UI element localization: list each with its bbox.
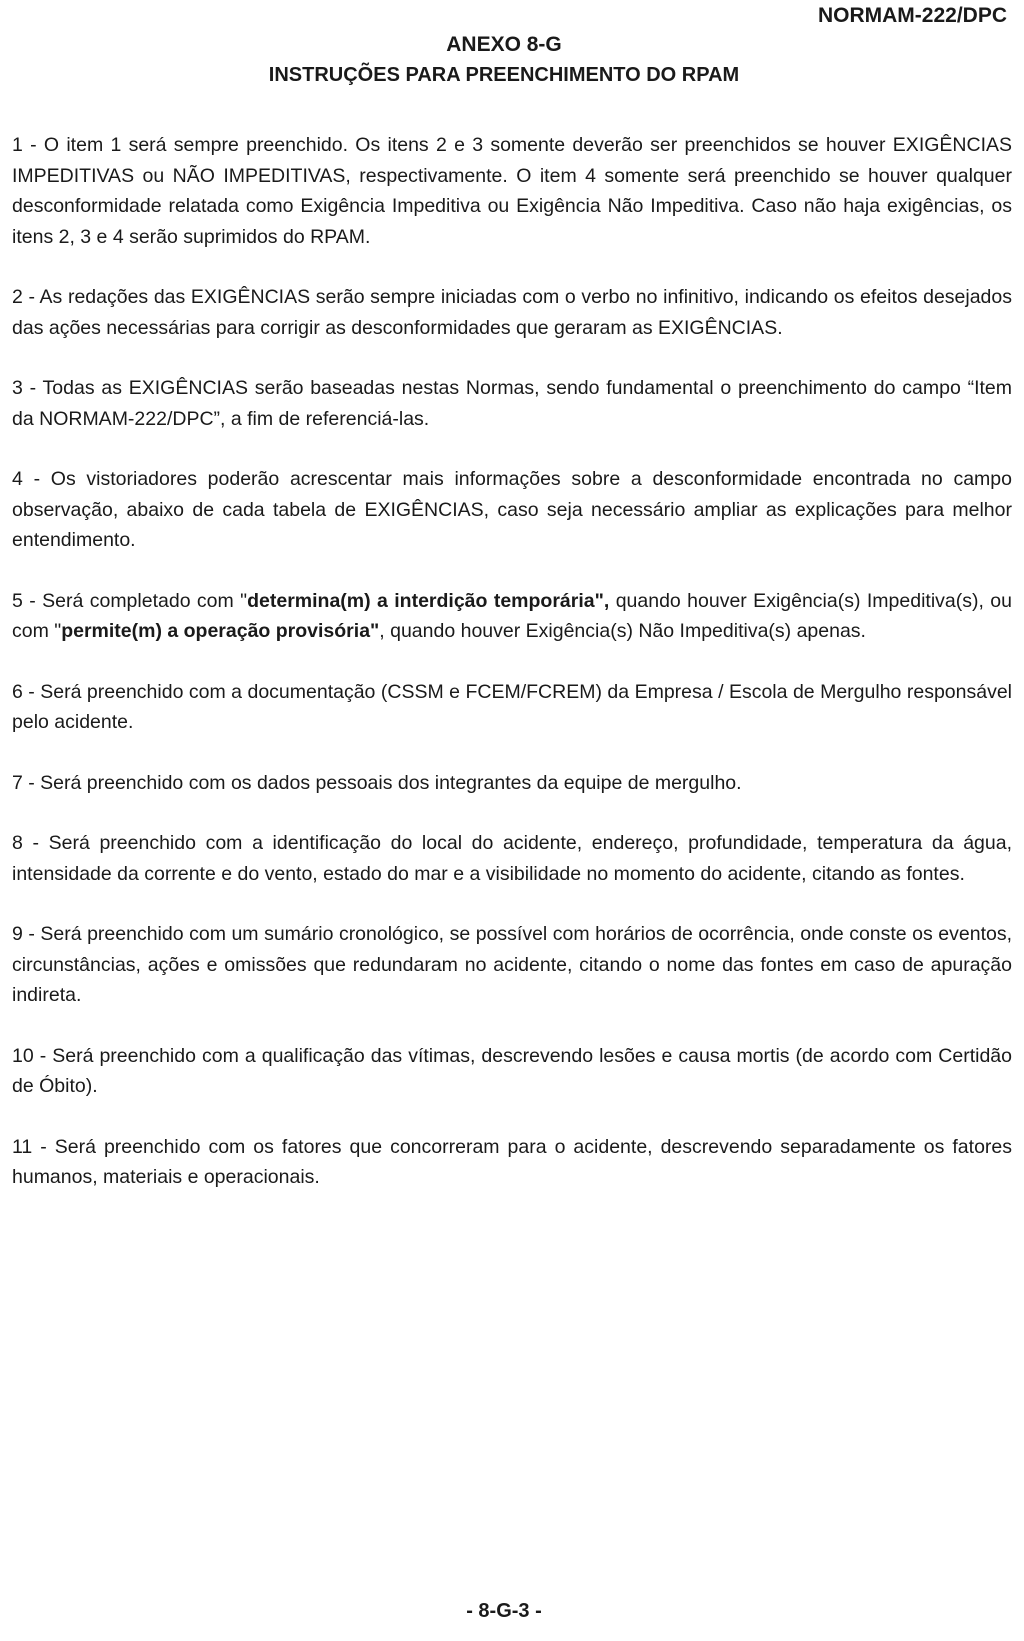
item-5-bold-phrase-2: permite(m) a operação provisória" [61, 620, 380, 642]
document-subtitle: INSTRUÇÕES PARA PREENCHIMENTO DO RPAM [268, 64, 740, 86]
instruction-item-4: 4 - Os vistoriadores poderão acrescentar mais informações sobre a desconformidade encontrada no campo observação, abaixo de cada tabela de EXIGÊNCIAS, caso seja necessário ampliar as explicações para melhor entendimento. [12, 468, 1012, 551]
instructions-list [12, 130, 1012, 1223]
instruction-item-10: 10 - Será preenchido com a qualificação das vítimas, descrevendo lesões e causa mortis (de acordo com Certidão de Óbito). [12, 1044, 1012, 1097]
instruction-item-6: 6 - Será preenchido com a documentação (CSSM e FCEM/FCREM) da Empresa / Escola de Mergulho responsável pelo acidente. [12, 680, 1012, 733]
document-code: NORMAM-222/DPC [817, 4, 1007, 27]
page-number-text: - 8-G-3 - [466, 1600, 542, 1622]
instruction-item-8: 8 - Será preenchido com a identificação do local do acidente, endereço, profundidade, temperatura da água, intensidade da corrente e do vento, estado do mar e a visibilidade no momento do acidente, citando as fontes. [12, 832, 1012, 885]
item-5-bold-phrase-1: determina(m) a interdição temporária", [247, 589, 610, 612]
item-5-text-part-3: , quando houver Exigência(s) Não Impeditiva(s) apenas. [379, 620, 866, 642]
annex-title: ANEXO 8-G [446, 33, 562, 56]
page-number [0, 1600, 1024, 1623]
item-5-text-part-1: 5 - Será completado com " [12, 589, 248, 612]
instruction-item-3: 3 - Todas as EXIGÊNCIAS serão baseadas nestas Normas, sendo fundamental o preenchimento do campo “Item da NORMAM-222/DPC”, a fim de referenciá-las. [12, 377, 1012, 430]
title-block [0, 30, 1024, 90]
instruction-item-7: 7 - Será preenchido com os dados pessoais dos integrantes da equipe de mergulho. [12, 771, 742, 794]
instruction-item-5 [12, 586, 1012, 647]
item-5-text-part-2: quando houver Exigência(s) Impeditiva(s), ou com " [12, 589, 1012, 642]
instruction-item-9: 9 - Será preenchido com um sumário cronológico, se possível com horários de ocorrência, onde conste os eventos, circunstâncias, ações e omissões que redundaram no acidente, citando o nome das fontes em caso de apuração indireta. [12, 923, 1012, 1006]
instruction-item-2: 2 - As redações das EXIGÊNCIAS serão sempre iniciadas com o verbo no infinitivo, indicando os efeitos desejados das ações necessárias para corrigir as desconformidades que geraram as EXIGÊNCIAS. [12, 286, 1012, 339]
instruction-item-11: 11 - Será preenchido com os fatores que concorreram para o acidente, descrevendo separadamente os fatores humanos, materiais e operacionais. [12, 1135, 1012, 1188]
instruction-item-1: 1 - O item 1 será sempre preenchido. Os itens 2 e 3 somente deverão ser preenchidos se houver EXIGÊNCIAS IMPEDITIVAS ou NÃO IMPEDITIVAS, respectivamente. O item 4 somente será preenchido se houver qualquer desconformidade relatada como Exigência Impeditiva ou Exigência Não Impeditiva. Caso não haja exigências, os itens 2, 3 e 4 serão suprimidos do RPAM. [12, 134, 1012, 248]
